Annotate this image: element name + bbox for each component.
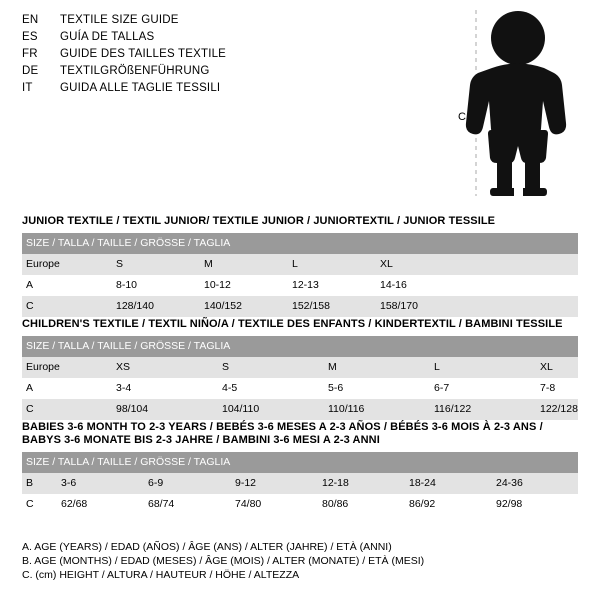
child-silhouette-figure [440, 6, 590, 202]
size-table-childrens [22, 336, 578, 420]
table-row [22, 378, 578, 399]
cell: 74/80 [231, 494, 318, 515]
table-header-label: SIZE / TALLA / TAILLE / GRÖSSE / TAGLIA [22, 452, 578, 473]
row-label: C [22, 494, 57, 515]
cell: 122/128 [536, 399, 578, 420]
language-row [22, 46, 442, 63]
language-row [22, 63, 442, 80]
cell: 3-4 [112, 378, 218, 399]
cell: 152/158 [288, 296, 376, 317]
row-label: B [22, 473, 57, 494]
cell-empty [464, 275, 578, 296]
section-junior-textile [22, 215, 578, 317]
cell: 116/122 [430, 399, 536, 420]
language-row [22, 12, 442, 29]
cell: XS [112, 357, 218, 378]
language-row [22, 29, 442, 46]
table-row [22, 399, 578, 420]
table-header-row [22, 233, 578, 254]
table-row [22, 254, 578, 275]
footnote-height: C. (cm) HEIGHT / ALTURA / HAUTEUR / HÖHE / ALTEZZA [22, 569, 300, 581]
cell-empty [464, 296, 578, 317]
cell: 80/86 [318, 494, 405, 515]
cell: XL [536, 357, 578, 378]
cell: 9-12 [231, 473, 318, 494]
table-row [22, 296, 578, 317]
cell: 92/98 [492, 494, 578, 515]
footnote-age-months: B. AGE (MONTHS) / EDAD (MESES) / ÂGE (MOIS) / ALTER (MONATE) / ETÀ (MESI) [22, 555, 425, 567]
cell: L [288, 254, 376, 275]
cell: 4-5 [218, 378, 324, 399]
cell-empty [464, 254, 578, 275]
row-label: C [22, 399, 112, 420]
language-title: GUÍA DE TALLAS [60, 31, 155, 43]
cell: 12-18 [318, 473, 405, 494]
table-header-label: SIZE / TALLA / TAILLE / GRÖSSE / TAGLIA [22, 336, 578, 357]
language-header [22, 12, 442, 97]
cell: L [430, 357, 536, 378]
footnotes [22, 540, 578, 582]
language-title: GUIDA ALLE TAGLIE TESSILI [60, 82, 221, 94]
cell: 5-6 [324, 378, 430, 399]
cell: 86/92 [405, 494, 492, 515]
footnote-age-years: A. AGE (YEARS) / EDAD (AÑOS) / ÂGE (ANS) / ALTER (JAHRE) / ETÀ (ANNI) [22, 541, 392, 553]
row-label: Europe [22, 357, 112, 378]
cell: 10-12 [200, 275, 288, 296]
cell: 68/74 [144, 494, 231, 515]
cell: 3-6 [57, 473, 144, 494]
language-code: FR [22, 48, 38, 60]
row-label: A [22, 275, 112, 296]
language-title: TEXTILGRÖßENFÜHRUNG [60, 65, 210, 77]
cell: 8-10 [112, 275, 200, 296]
language-title: GUIDE DES TAILLES TEXTILE [60, 48, 227, 60]
language-code: DE [22, 65, 39, 77]
language-title: TEXTILE SIZE GUIDE [60, 14, 179, 26]
cell: 98/104 [112, 399, 218, 420]
language-code: ES [22, 31, 38, 43]
cell: 128/140 [112, 296, 200, 317]
cell: 24-36 [492, 473, 578, 494]
cell: 104/110 [218, 399, 324, 420]
language-code: EN [22, 14, 39, 26]
section-title: CHILDREN'S TEXTILE / TEXTIL NIÑO/A / TEXTILE DES ENFANTS / KINDERTEXTIL / BAMBINI TESSILE [22, 318, 563, 330]
row-label: C [22, 296, 112, 317]
cell: 62/68 [57, 494, 144, 515]
size-table-babies [22, 452, 578, 515]
child-silhouette-icon [440, 6, 590, 202]
cell: XL [376, 254, 464, 275]
cell: M [200, 254, 288, 275]
row-label: Europe [22, 254, 112, 275]
table-header-label: SIZE / TALLA / TAILLE / GRÖSSE / TAGLIA [22, 233, 578, 254]
section-title: JUNIOR TEXTILE / TEXTIL JUNIOR/ TEXTILE JUNIOR / JUNIORTEXTIL / JUNIOR TESSILE [22, 215, 496, 227]
section-childrens-textile [22, 318, 578, 420]
table-row [22, 494, 578, 515]
section-title: BABIES 3-6 MONTH TO 2-3 YEARS / BEBÉS 3-6 MESES A 2-3 AÑOS / BÉBÉS 3-6 MOIS À 2-3 ANS / BABYS 3-6 MONATE BIS 2-3 JAHRE / BAMBINI 3-6 MESI A 2-3 ANNI [22, 421, 543, 446]
cell: 110/116 [324, 399, 430, 420]
size-table-junior [22, 233, 578, 317]
cell: 6-7 [430, 378, 536, 399]
table-row [22, 357, 578, 378]
language-row [22, 80, 442, 97]
table-header-row [22, 336, 578, 357]
cell: 14-16 [376, 275, 464, 296]
cell: S [112, 254, 200, 275]
row-label: A [22, 378, 112, 399]
cell: 18-24 [405, 473, 492, 494]
table-row [22, 473, 578, 494]
cell: 158/170 [376, 296, 464, 317]
cell: M [324, 357, 430, 378]
cell: S [218, 357, 324, 378]
height-measure-label: C [458, 111, 466, 123]
language-code: IT [22, 82, 33, 94]
cell: 140/152 [200, 296, 288, 317]
table-row [22, 275, 578, 296]
cell: 6-9 [144, 473, 231, 494]
cell: 12-13 [288, 275, 376, 296]
cell: 7-8 [536, 378, 578, 399]
section-babies-textile [22, 421, 578, 515]
table-header-row [22, 452, 578, 473]
